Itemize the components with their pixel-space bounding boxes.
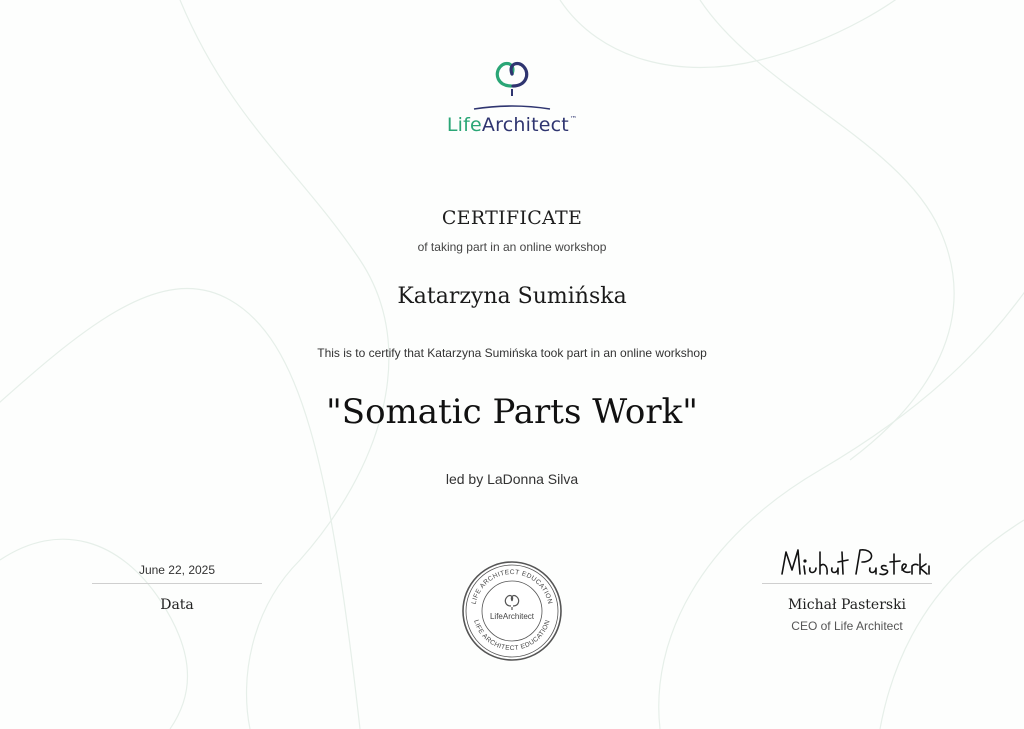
recipient-name: Katarzyna Sumińska (397, 284, 627, 309)
seal-ring-bottom: LIFE ARCHITECT EDUCATION (472, 619, 552, 653)
certificate-subtitle: of taking part in an online workshop (417, 240, 607, 254)
logo-text-life: Life (446, 114, 482, 136)
certify-statement: This is to certify that Katarzyna Sumińska took part in an online workshop (317, 346, 707, 360)
led-by-text: led by LaDonna Silva (445, 471, 579, 487)
date-label: Data (160, 597, 194, 613)
logo-mark-icon (432, 56, 592, 116)
date-value: June 22, 2025 (138, 563, 216, 577)
signer-name: Michał Pasterski (787, 597, 907, 613)
logo-wordmark (432, 114, 592, 136)
workshop-title: "Somatic Parts Work" (326, 392, 698, 432)
seal-center-text: LifeArchitect (489, 612, 535, 621)
trademark-symbol: ™ (569, 115, 578, 123)
company-logo (432, 56, 592, 142)
handwritten-signature (770, 540, 930, 586)
logo-text-architect: Architect (481, 114, 569, 136)
date-divider (92, 583, 262, 584)
signer-role: CEO of Life Architect (791, 619, 903, 633)
certificate-title: CERTIFICATE (441, 207, 583, 229)
education-seal (461, 560, 563, 662)
signature-divider (762, 583, 932, 584)
seal-ring-top: LIFE ARCHITECT EDUCATION (470, 568, 554, 605)
